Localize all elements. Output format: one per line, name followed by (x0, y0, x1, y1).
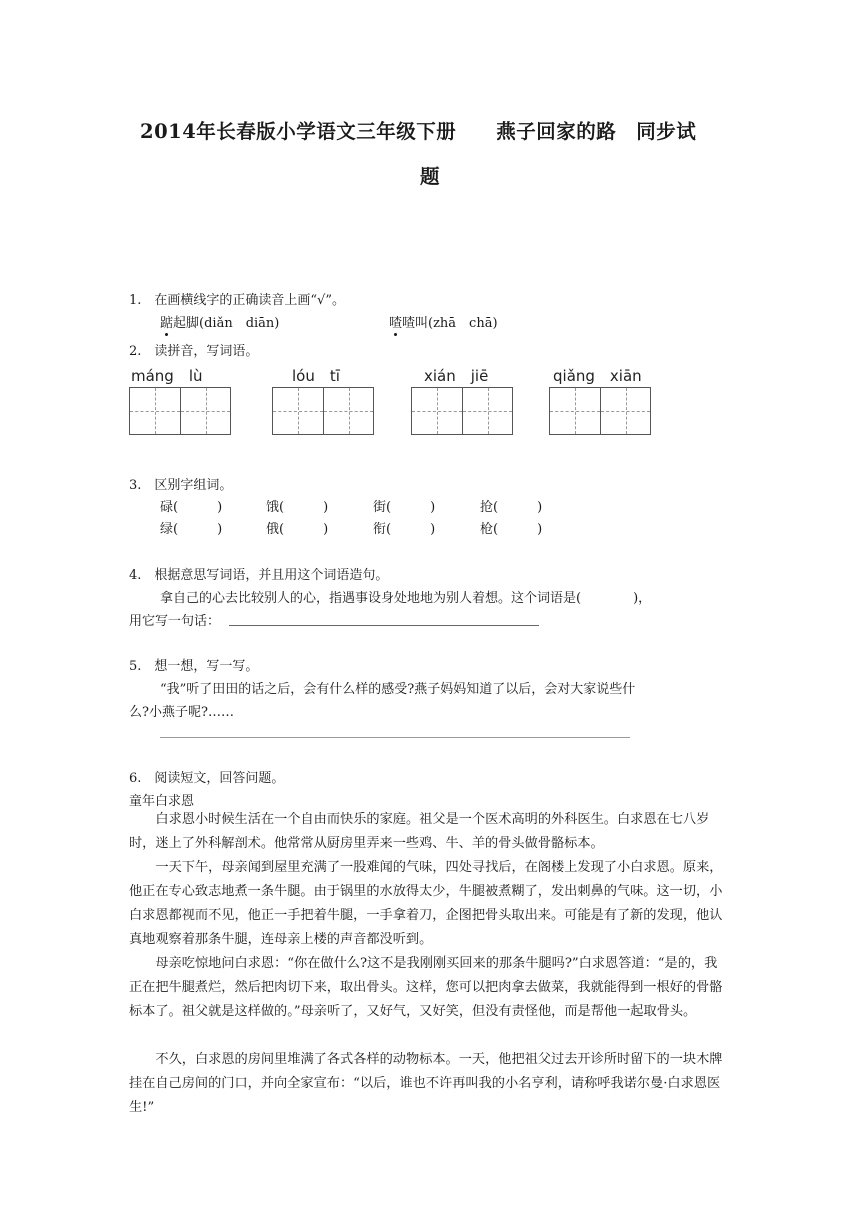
writing-grid[interactable] (549, 387, 651, 435)
question-6-stem: 6. 阅读短文，回答问题。 (129, 771, 285, 786)
answer-line[interactable] (160, 737, 630, 738)
passage-title: 童年白求恩 (129, 794, 195, 809)
item-text: 喳叫(zhā chā) (402, 316, 498, 331)
passage-paragraph: 白求恩小时候生活在一个自由而快乐的家庭。祖父是一个医术高明的外科医生。白求恩在七八岁时，迷上了外科解剖术。他常常从厨房里弄来一些鸡、牛、羊的骨头做骨骼标本。 (129, 812, 710, 851)
word-blank[interactable]: 抢( ) (480, 500, 543, 515)
passage-paragraph: 不久，白求恩的房间里堆满了各式各样的动物标本。一天，他把祖父过去开诊所时留下的一块木牌挂在自己房间的门口，并向全家宣布：“以后，谁也不许再叫我的小名亨利，请称呼我诺尔曼·白求恩医生!” (129, 1052, 723, 1115)
pinyin-label: lóu tī (292, 367, 340, 385)
answer-line[interactable] (229, 625, 539, 626)
question-3-stem: 3. 区别字组词。 (129, 478, 233, 493)
pinyin-label: xián jiē (424, 367, 489, 385)
page-title-line1: 2014年长春版小学语文三年级下册 燕子回家的路 同步试 (140, 120, 697, 143)
question-1-item-1 (160, 312, 279, 331)
pinyin-label: máng lù (131, 367, 203, 385)
item-text: 起脚(diǎn diān) (173, 316, 280, 331)
question-1-item-2 (389, 312, 498, 331)
word-blank[interactable]: 饿( ) (266, 500, 329, 515)
writing-grid[interactable] (129, 387, 231, 435)
question-1-stem: 1. 在画横线字的正确读音上画“√”。 (129, 293, 345, 308)
pinyin-label: qiǎng xiān (553, 367, 642, 385)
question-5-line-2: 么?小燕子呢?…… (129, 705, 234, 720)
page-title-line2: 题 (420, 165, 441, 188)
word-blank[interactable]: 街( ) (373, 500, 436, 515)
passage-paragraph: 母亲吃惊地问白求恩：“你在做什么?这不是我刚刚买回来的那条牛腿吗?”白求恩答道：“是的，我正在把牛腿煮烂，然后把肉切下来，取出骨头。这样，您可以把肉拿去做菜，我就能得到一根好的骨骼标本了。祖父就是这样做的。”母亲听了，又好气，又好笑，但没有责怪他，而是帮他一起取骨头。 (129, 956, 723, 1019)
writing-grid[interactable] (272, 387, 374, 435)
word-blank[interactable]: 衔( ) (373, 522, 436, 537)
word-blank[interactable]: 绿( ) (160, 522, 223, 537)
word-blank[interactable]: 枪( ) (480, 522, 543, 537)
question-2-stem: 2. 读拼音，写词语。 (129, 344, 259, 359)
question-4-line-1: 拿自己的心去比较别人的心，指遇事设身处地地为别人着想。这个词语是( )， (160, 591, 652, 606)
question-5-stem: 5. 想一想，写一写。 (129, 659, 259, 674)
underlined-char: 喳 (389, 316, 403, 331)
underlined-char: 踮 (160, 316, 174, 331)
question-4-stem: 4. 根据意思写词语，并且用这个词语造句。 (129, 568, 389, 583)
word-blank[interactable]: 俄( ) (266, 522, 329, 537)
passage-paragraph: 一天下午，母亲闻到屋里充满了一股难闻的气味，四处寻找后，在阁楼上发现了小白求恩。原来，他正在专心致志地煮一条牛腿。由于锅里的水放得太少，牛腿被煮糊了，发出刺鼻的气味。这一切，小白求恩都视而不见，他正一手把着牛腿，一手拿着刀，企图把骨头取出来。可能是有了新的发现，他认真地观察着那条牛腿，连母亲上楼的声音都没听到。 (129, 860, 723, 947)
question-4-line-2: 用它写一句话： (129, 614, 221, 629)
writing-grid[interactable] (411, 387, 513, 435)
word-blank[interactable]: 碌( ) (160, 500, 223, 515)
question-5-line-1: “我”听了田田的话之后，会有什么样的感受?燕子妈妈知道了以后，会对大家说些什 (160, 682, 636, 697)
